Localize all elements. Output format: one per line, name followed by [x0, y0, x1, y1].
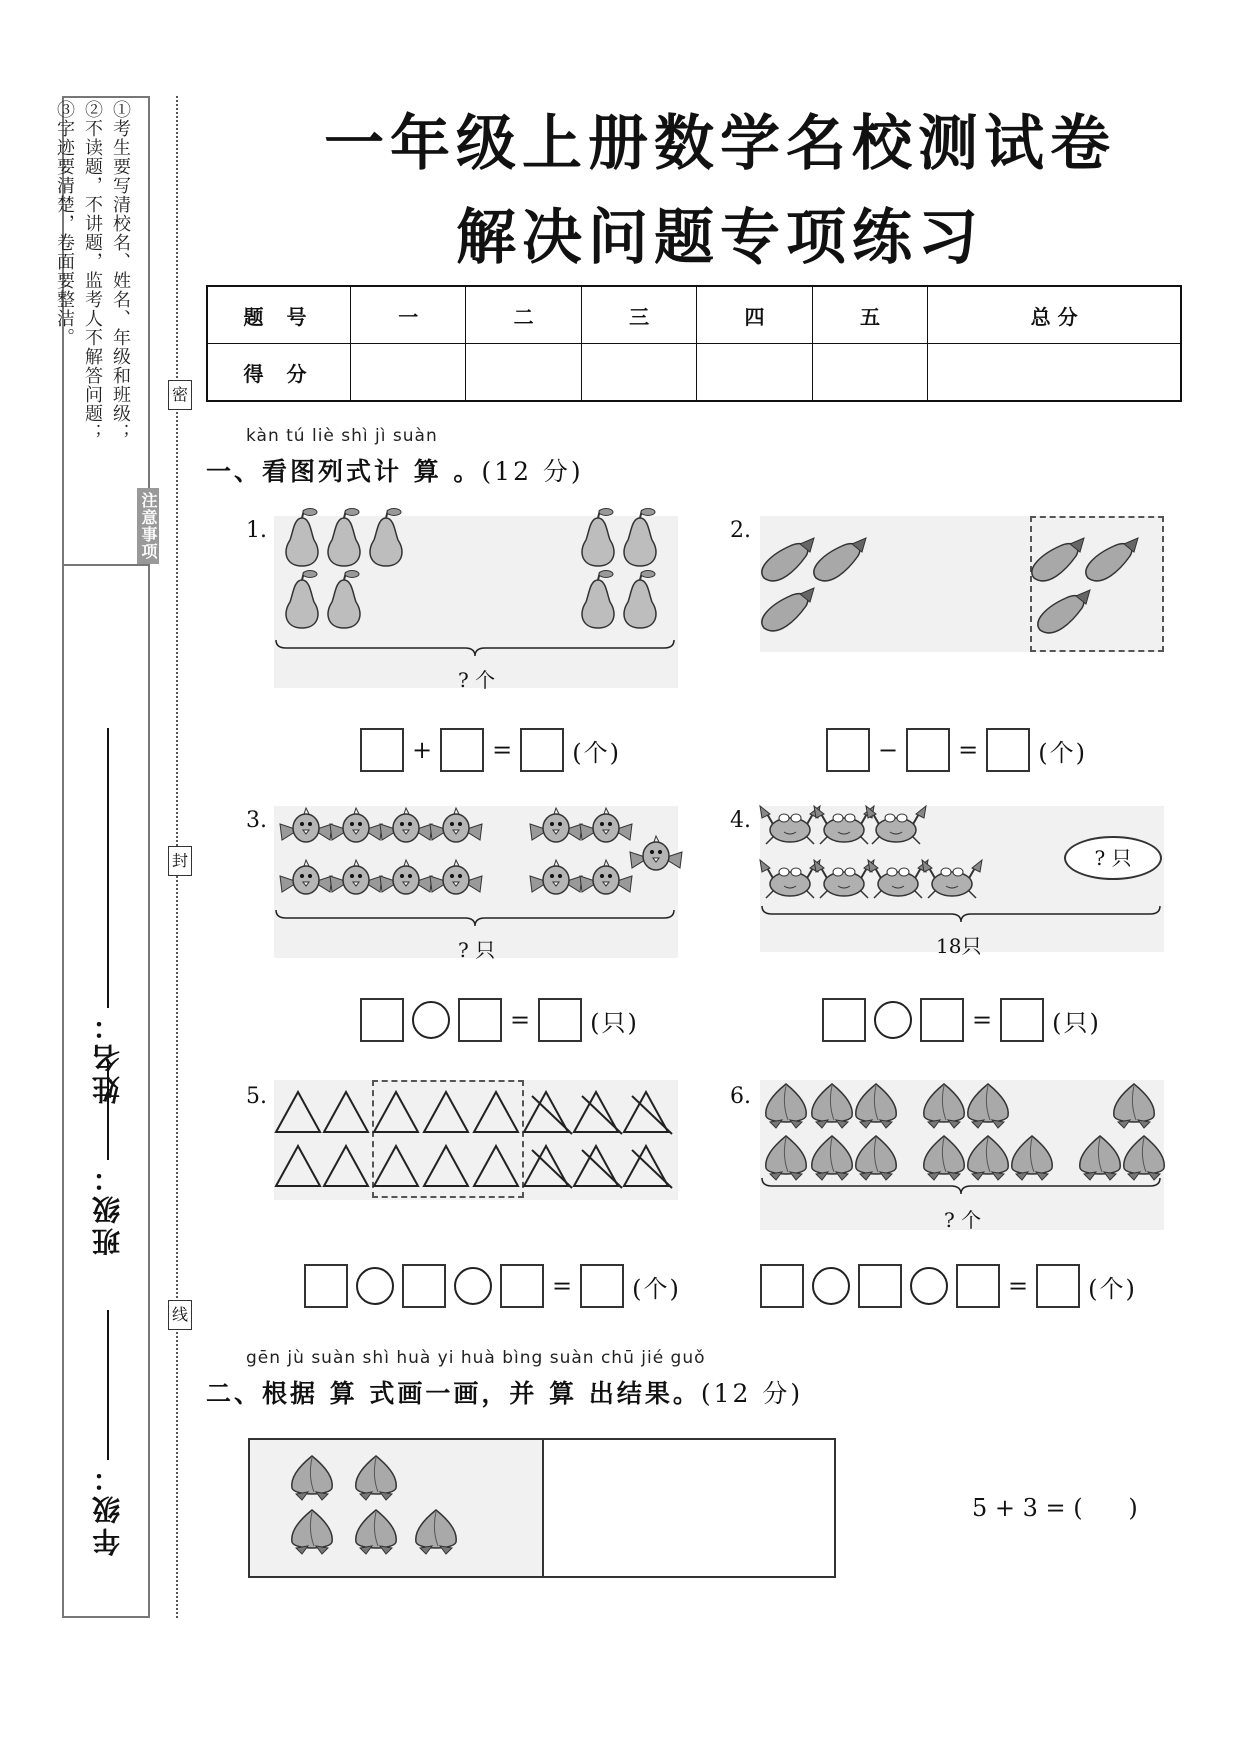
seal-mi: 密 — [168, 380, 192, 410]
score-col-header: 一 — [351, 286, 466, 344]
score-col-header: 总 分 — [928, 286, 1181, 344]
score-col-header: 五 — [812, 286, 927, 344]
equals-sign: = — [958, 736, 979, 764]
problem3-question-label: ? 只 — [458, 938, 496, 962]
unit-label: (个) — [572, 738, 621, 767]
unit-label: (只) — [590, 1008, 639, 1037]
grade-label: 年级： — [91, 1460, 124, 1556]
equals-sign: = — [492, 736, 513, 764]
peach-icon — [356, 1510, 396, 1554]
page-subtitle: 解决问题专项练习 — [456, 203, 984, 273]
note-3: ③字迹要清楚，卷面要整洁。 — [54, 100, 75, 347]
problem6-question-label: ? 个 — [944, 1208, 982, 1232]
problem-number: 3. — [246, 808, 267, 833]
problem-number: 4. — [730, 808, 751, 833]
operator: − — [878, 736, 899, 764]
seal-xian: 线 — [168, 1300, 192, 1330]
problem-number: 5. — [246, 1084, 267, 1109]
unit-label: (个) — [1088, 1274, 1137, 1303]
note-2: ②不读题，不讲题，监考人不解答问题； — [82, 100, 103, 442]
problem1-question-label: ? 个 — [458, 668, 496, 692]
unit-label: (只) — [1052, 1008, 1101, 1037]
score-col-header: 二 — [466, 286, 581, 344]
score-col-header: 题 号 — [207, 286, 351, 344]
peach-icon — [292, 1510, 332, 1554]
score-col-header: 四 — [697, 286, 812, 344]
section1-pinyin: kàn tú liè shì jì suàn — [246, 426, 438, 446]
unit-label: (个) — [1038, 738, 1087, 767]
section1-title: 一、看图列式计 算 。 — [206, 457, 482, 486]
problem-number: 6. — [730, 1084, 751, 1109]
question-bubble: ? 只 — [1064, 836, 1162, 880]
class-label: 班级： — [91, 1160, 124, 1256]
section2-pinyin: gēn jù suàn shì huà yi huà bìng suàn chū jié guǒ — [246, 1348, 706, 1368]
page-title: 一年级上册数学名校测试卷 — [324, 109, 1116, 179]
score-row-label: 得 分 — [207, 344, 351, 402]
note-1: ①考生要写清校名、姓名、年级和班级； — [110, 100, 131, 442]
equals-sign: = — [552, 1272, 573, 1300]
operator: + — [412, 736, 433, 764]
problem4-total-label: 18只 — [936, 934, 982, 958]
section1-points: (12 分) — [481, 457, 584, 486]
equals-sign: = — [1008, 1272, 1029, 1300]
notes-heading: 注意事项 — [137, 488, 159, 564]
seal-feng: 封 — [168, 846, 192, 876]
section2-title: 二、根据 算 式画一画，并 算 出结果。 — [206, 1379, 701, 1408]
problem-number: 1. — [246, 518, 267, 543]
name-label: 姓名： — [91, 1008, 124, 1104]
section2-points: (12 分) — [700, 1379, 804, 1408]
score-col-header: 三 — [581, 286, 696, 344]
equals-sign: = — [972, 1006, 993, 1034]
problem-number: 2. — [730, 518, 751, 543]
peach-icon — [292, 1456, 332, 1500]
section2-equation: 5 + 3 = ( ) — [972, 1494, 1138, 1522]
equals-sign: = — [510, 1006, 531, 1034]
peach-icon — [356, 1456, 396, 1500]
unit-label: (个) — [632, 1274, 681, 1303]
peach-icon — [416, 1510, 456, 1554]
